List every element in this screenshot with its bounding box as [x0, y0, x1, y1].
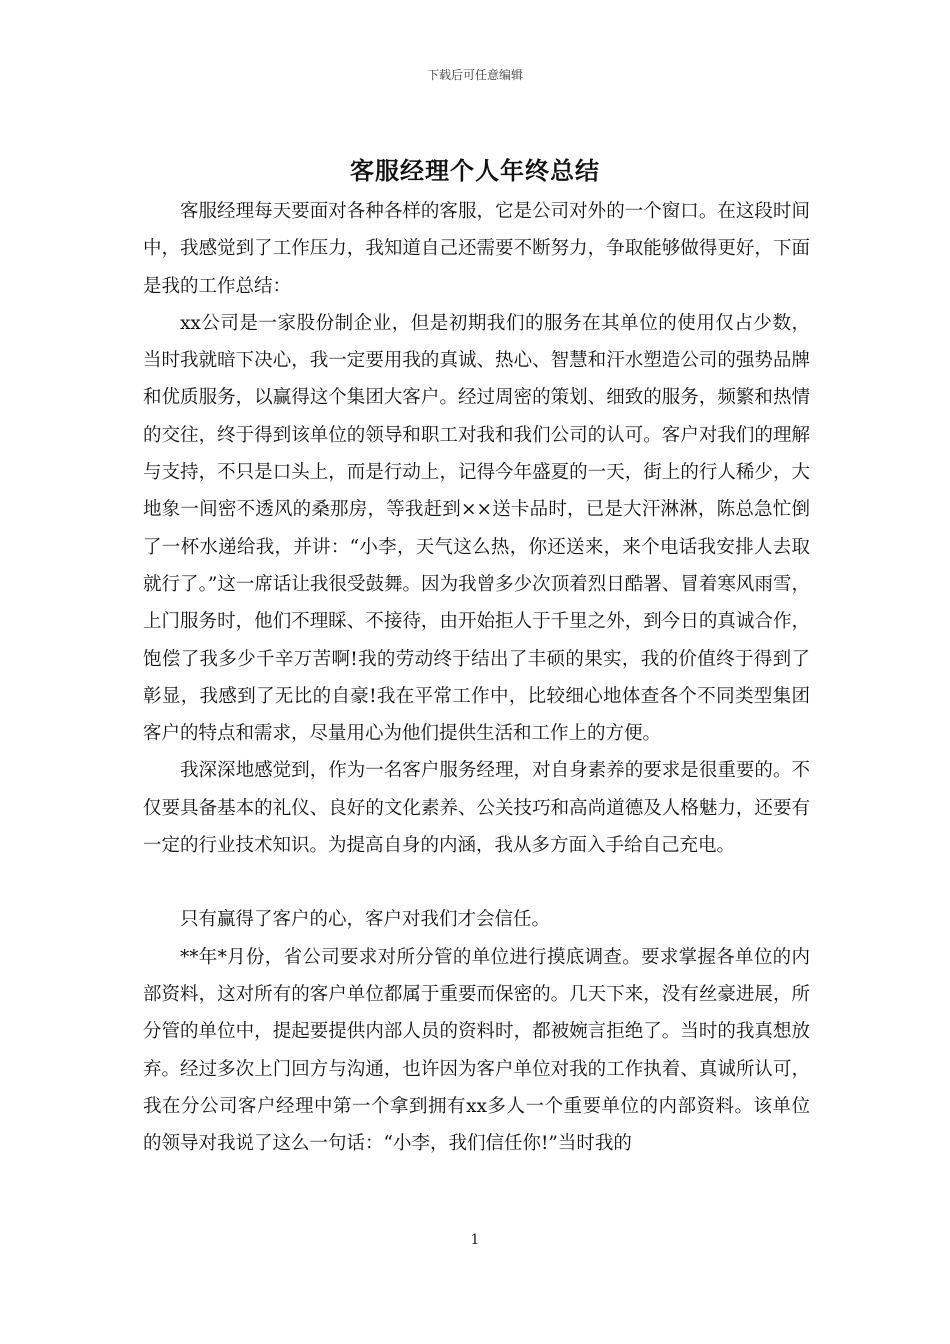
document-title: 客服经理个人年终总结	[350, 156, 600, 185]
header-note: 下载后可任意编辑	[426, 68, 523, 82]
document-body	[143, 193, 810, 1162]
paragraph-intro: 客服经理每天要面对各种各样的客服，它是公司对外的一个窗口。在这段时间中，我感觉到了工作压力，我知道自己还需要不断努力，争取能够做得更好，下面是我的工作总结：	[143, 201, 810, 297]
paragraph-client-story: xx公司是一家股份制企业，但是初期我们的服务在其单位的使用仅占少数，当时我就暗下决心，我一定要用我的真诚、热心、智慧和汗水塑造公司的强势品牌和优质服务，以赢得这个集团大客户。经过周密的策划、细致的服务，频繁和热情的交往，终于得到该单位的领导和职工对我和我们公司的认可。客户对我们的理解与支持，不只是口头上，而是行动上，记得今年盛夏的一天，街上的行人稀少，大地象一间密不透风的桑那房，等我赶到××送卡品时，已是大汗淋淋，陈总急忙倒了一杯水递给我，并讲：“小李，天气这么热，你还送来，来个电话我安排人去取就行了。”这一席话让我很受鼓舞。因为我曾多少次顶着烈日酷署、冒着寒风雨雪，上门服务时，他们不理睬、不接待，由开始拒人于千里之外，到今日的真诚合作，饱偿了我多少千辛万苦啊!我的劳动终于结出了丰硕的果实，我的价值终于得到了彰显，我感到了无比的自豪!我在平常工作中，比较细心地体查各个不同类型集团客户的特点和需求，尽量用心为他们提供生活和工作上的方便。	[143, 312, 810, 745]
paragraph-self-improvement: 我深深地感觉到，作为一名客户服务经理，对自身素养的要求是很重要的。不仅要具备基本的礼仪、良好的文化素养、公关技巧和高尚道德及人格魅力，还要有一定的行业技术知识。为提高自身的内涵，我从多方面入手给自己充电。	[143, 760, 810, 857]
page-number: 1	[470, 1232, 480, 1248]
paragraph-trust: 只有赢得了客户的心，客户对我们才会信任。	[180, 909, 551, 931]
paragraph-survey: **年*月份，省公司要求对所分管的单位进行摸底调查。要求掌握各单位的内部资料，这对所有的客户单位都属于重要而保密的。几天下来，没有丝豪进展，所分管的单位中，提起要提供内部人员的资料时，都被婉言拒绝了。当时的我真想放弃。经过多次上门回方与沟通，也许因为客户单位对我的工作执着、真诚所认可，我在分公司客户经理中第一个拿到拥有xx多人一个重要单位的内部资料。该单位的领导对我说了这么一句话：“小李，我们信任你!”当时我的	[143, 946, 810, 1155]
